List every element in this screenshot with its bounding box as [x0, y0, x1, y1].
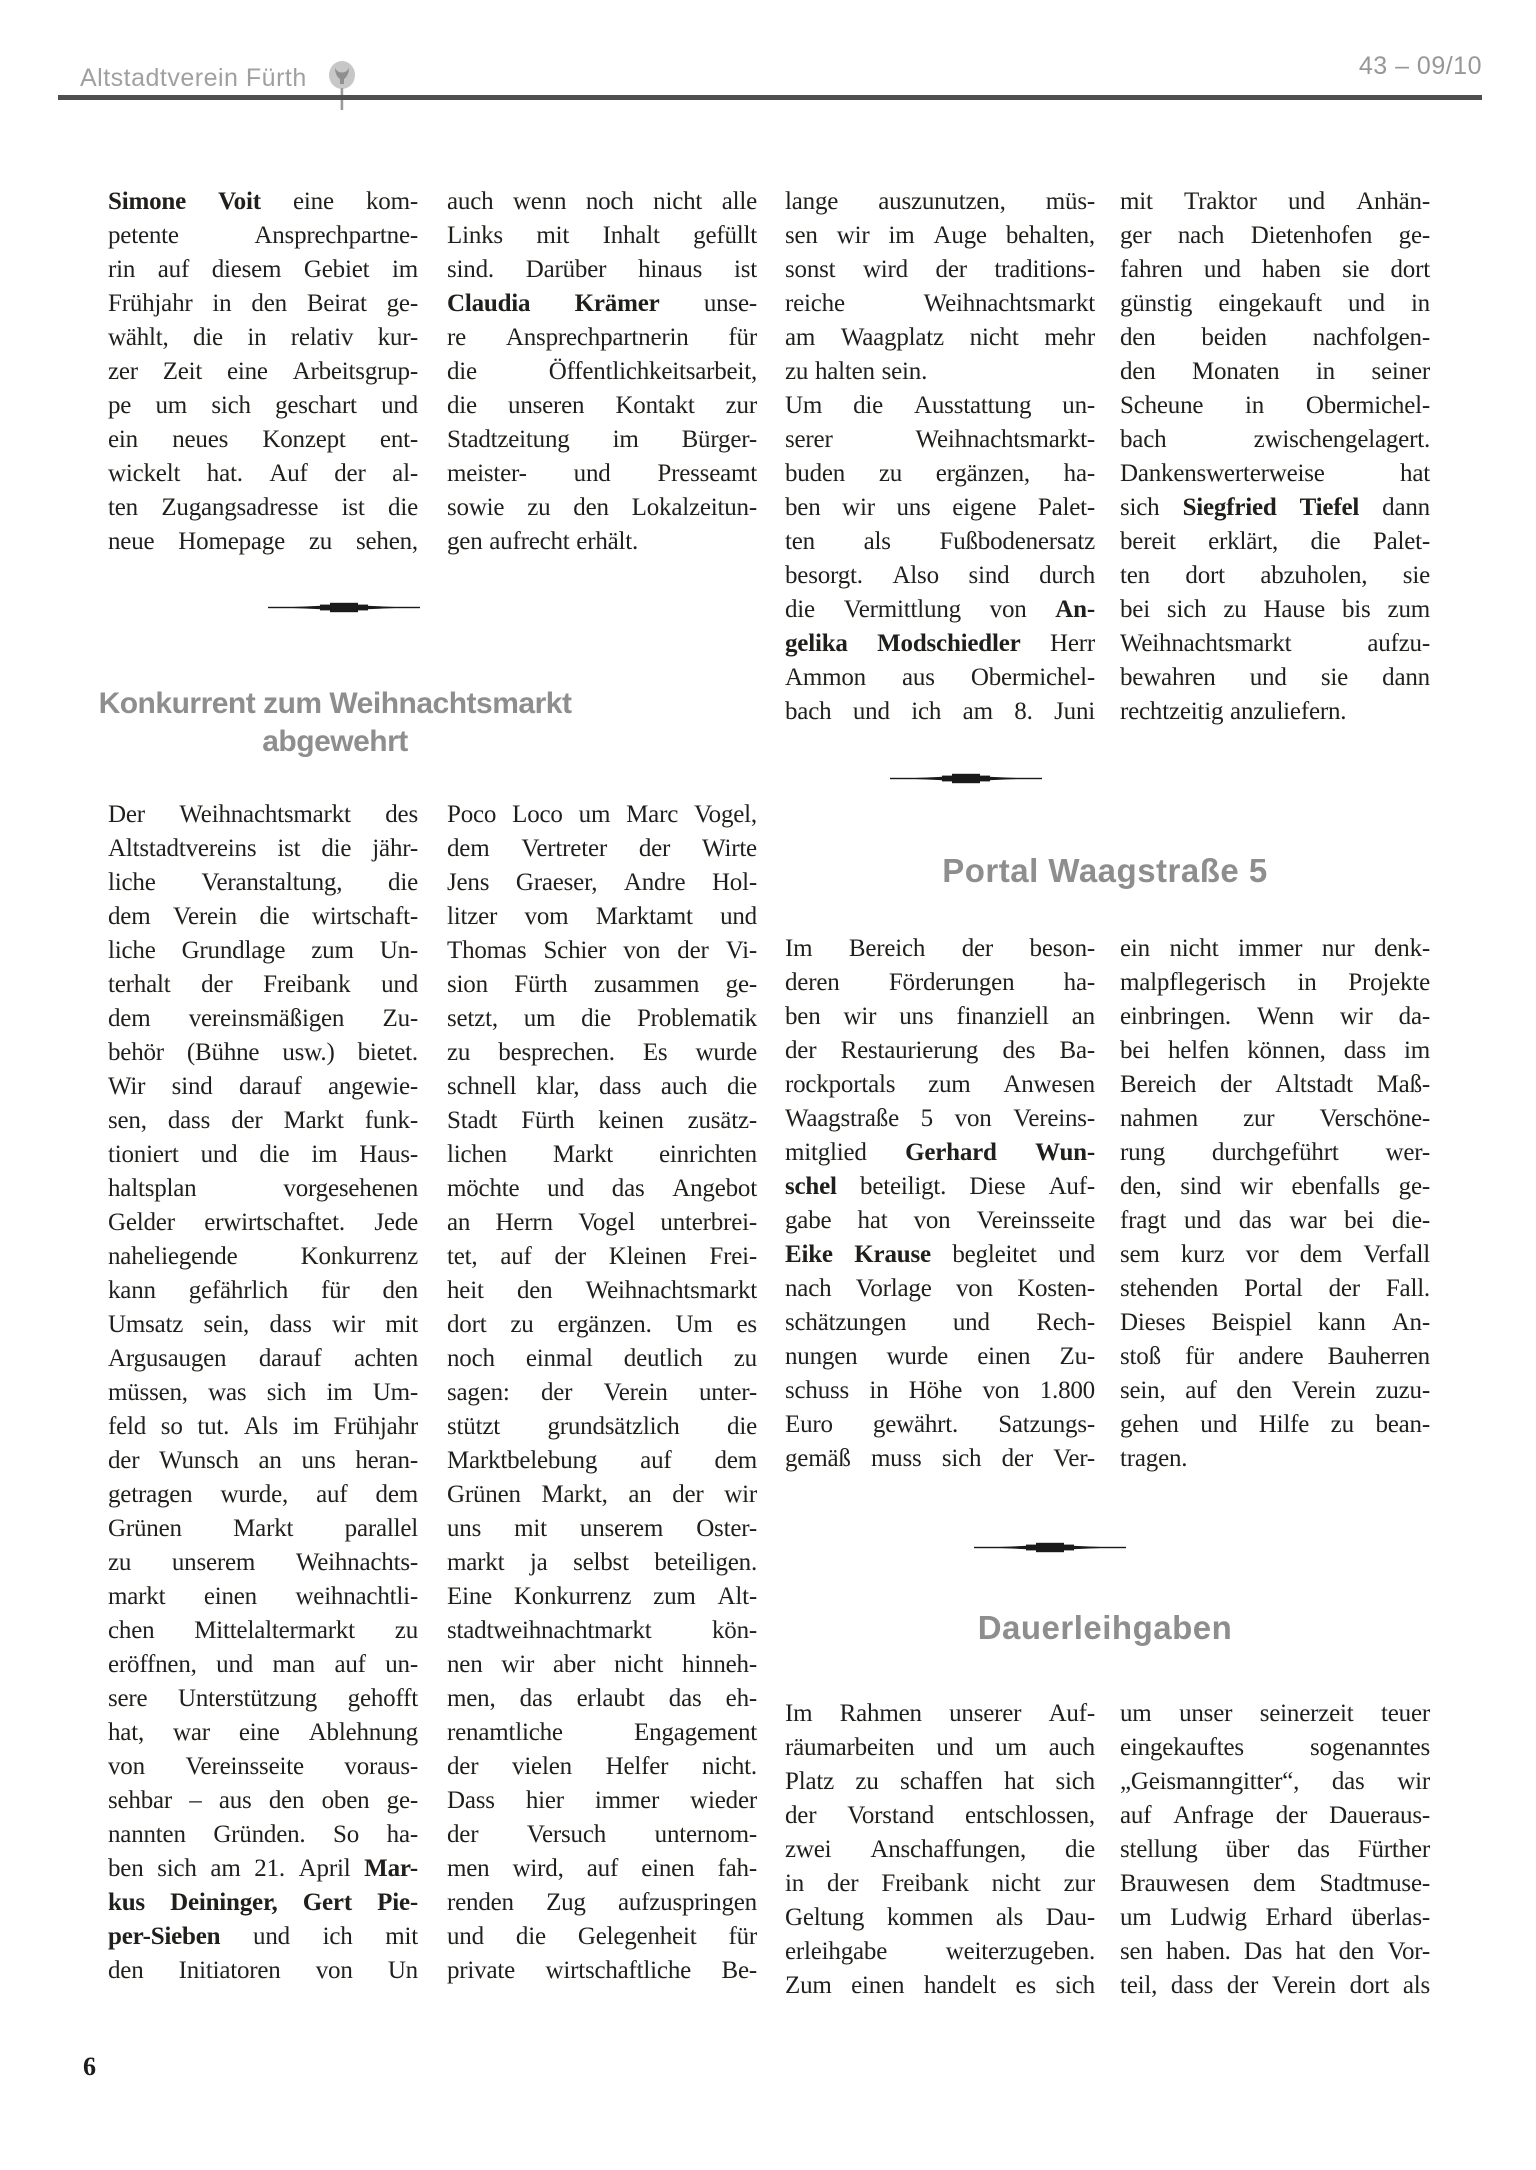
text-line: sem kurz vor dem Verfall — [1120, 1241, 1430, 1268]
text-line: stoß für andere Bauherren — [1120, 1343, 1430, 1370]
text-line: Wir sind darauf angewie- — [108, 1073, 418, 1100]
text-line: behör (Bühne usw.) bietet. — [108, 1039, 418, 1066]
text-line: Geltung kommen als Dau- — [785, 1904, 1095, 1931]
text-line: günstig eingekauft und in — [1120, 290, 1430, 317]
text-line: den Monaten in seiner — [1120, 358, 1430, 385]
text-line: kus Deininger, Gert Pie- — [108, 1889, 418, 1916]
text-line: noch einmal deutlich zu — [447, 1345, 757, 1372]
text-line: naheliegende Konkurrenz — [108, 1243, 418, 1270]
text-line: mitglied Gerhard Wun- — [785, 1139, 1095, 1166]
text-line: stehenden Portal der Fall. — [1120, 1275, 1430, 1302]
text-line: Waagstraße 5 von Vereins- — [785, 1105, 1095, 1132]
text-line: tragen. — [1120, 1445, 1188, 1472]
text-line: Gelder erwirtschaftet. Jede — [108, 1209, 418, 1236]
text-line: zu halten sein. — [785, 358, 928, 385]
text-line: zu unserem Weihnachts- — [108, 1549, 418, 1576]
text-line: der Versuch unternom- — [447, 1821, 757, 1848]
text-line: ger nach Dietenhofen ge- — [1120, 222, 1430, 249]
text-line: Im Bereich der beson- — [785, 935, 1095, 962]
section-heading-konkurrent — [85, 685, 585, 761]
text-line: Ammon aus Obermichel- — [785, 664, 1095, 691]
text-line: bei sich zu Hause bis zum — [1120, 596, 1430, 623]
header-rule — [58, 95, 1482, 100]
text-line: serer Weihnachtsmarkt- — [785, 426, 1095, 453]
text-line: chen Mittelaltermarkt zu — [108, 1617, 418, 1644]
column-text — [785, 1697, 1095, 2003]
text-line: liche Grundlage zum Un- — [108, 937, 418, 964]
text-line: ten dort abzuholen, sie — [1120, 562, 1430, 589]
text-line: renden Zug aufzuspringen — [447, 1889, 757, 1916]
column-text — [785, 932, 1095, 1476]
text-line: haltsplan vorgesehenen — [108, 1175, 418, 1202]
text-line: rin auf diesem Gebiet im — [108, 256, 418, 283]
text-line: lange auszunutzen, müs- — [785, 188, 1095, 215]
text-line: nahmen zur Verschöne- — [1120, 1105, 1430, 1132]
column-text — [108, 185, 418, 559]
text-line: auf Anfrage der Daueraus- — [1120, 1802, 1430, 1829]
text-line: tet, auf der Kleinen Frei- — [447, 1243, 757, 1270]
text-line: ben wir uns eigene Palet- — [785, 494, 1095, 521]
text-line: nannten Gründen. So ha- — [108, 1821, 418, 1848]
text-line: Stadtzeitung im Bürger- — [447, 426, 757, 453]
text-line: terhalt der Freibank und — [108, 971, 418, 998]
text-line: schel beteiligt. Diese Auf- — [785, 1173, 1095, 1200]
text-line: müssen, was sich im Um- — [108, 1379, 418, 1406]
text-line: nungen wurde einen Zu- — [785, 1343, 1095, 1370]
text-line: Platz zu schaffen hat sich — [785, 1768, 1095, 1795]
text-line: gelika Modschiedler Herr — [785, 630, 1095, 657]
text-line: sich Siegfried Tiefel dann — [1120, 494, 1430, 521]
text-line: stützt grundsätzlich die — [447, 1413, 757, 1440]
section-heading-portal — [785, 851, 1425, 891]
column-text — [1120, 932, 1430, 1476]
text-line: Thomas Schier von der Vi- — [447, 937, 757, 964]
text-line: Scheune in Obermichel- — [1120, 392, 1430, 419]
section-divider-icon — [974, 1541, 1126, 1554]
text-line: Weihnachtsmarkt aufzu- — [1120, 630, 1430, 657]
text-line: dem vereinsmäßigen Zu- — [108, 1005, 418, 1032]
text-line: auch wenn noch nicht alle — [447, 188, 757, 215]
column-text — [1120, 185, 1430, 729]
text-line: Umsatz sein, dass wir mit — [108, 1311, 418, 1338]
section-heading-dauerleihgaben — [785, 1608, 1425, 1648]
column-text — [447, 798, 757, 1988]
text-line: sowie zu den Lokalzeitun- — [447, 494, 757, 521]
text-line: schuss in Höhe von 1.800 — [785, 1377, 1095, 1404]
text-line: ben sich am 21. April Mar- — [108, 1855, 418, 1882]
text-line: ein neues Konzept ent- — [108, 426, 418, 453]
text-line: die unseren Kontakt zur — [447, 392, 757, 419]
text-line: bewahren und sie dann — [1120, 664, 1430, 691]
text-line: sere Unterstützung gehofft — [108, 1685, 418, 1712]
text-line: Marktbelebung auf dem — [447, 1447, 757, 1474]
text-line: Argusaugen darauf achten — [108, 1345, 418, 1372]
text-line: sonst wird der traditions- — [785, 256, 1095, 283]
text-line: Poco Loco um Marc Vogel, — [447, 801, 757, 828]
text-line: der vielen Helfer nicht. — [447, 1753, 757, 1780]
text-line: wählt, die in relativ kur- — [108, 324, 418, 351]
text-line: schätzungen und Rech- — [785, 1309, 1095, 1336]
text-line: den, sind wir ebenfalls ge- — [1120, 1173, 1430, 1200]
text-line: sen wir im Auge behalten, — [785, 222, 1095, 249]
text-line: am Waagplatz nicht mehr — [785, 324, 1095, 351]
text-line: nach Vorlage von Kosten- — [785, 1275, 1095, 1302]
text-line: erleihgabe weiterzugeben. — [785, 1938, 1095, 1965]
text-line: zer Zeit eine Arbeitsgrup- — [108, 358, 418, 385]
text-line: gabe hat von Vereinsseite — [785, 1207, 1095, 1234]
text-line: möchte und das Angebot — [447, 1175, 757, 1202]
text-line: Grünen Markt parallel — [108, 1515, 418, 1542]
text-line: Um die Ausstattung un- — [785, 392, 1095, 419]
column-text — [447, 185, 757, 559]
text-line: um Ludwig Erhard überlas- — [1120, 1904, 1430, 1931]
text-line: pe um sich geschart und — [108, 392, 418, 419]
text-line: „Geismanngitter“, das wir — [1120, 1768, 1430, 1795]
text-line: nen wir aber nicht hinneh- — [447, 1651, 757, 1678]
text-line: liche Veranstaltung, die — [108, 869, 418, 896]
text-line: die Öffentlichkeitsarbeit, — [447, 358, 757, 385]
text-line: Frühjahr in den Beirat ge- — [108, 290, 418, 317]
text-line: den Initiatoren von Un — [108, 1957, 418, 1984]
text-line: wickelt hat. Auf der al- — [108, 460, 418, 487]
text-line: Brauwesen dem Stadtmuse- — [1120, 1870, 1430, 1897]
text-line: schnell klar, dass auch die — [447, 1073, 757, 1100]
text-line: heit den Weihnachtsmarkt — [447, 1277, 757, 1304]
column-text — [108, 798, 418, 1988]
text-line: Simone Voit eine kom- — [108, 188, 418, 215]
text-line: dem Vertreter der Wirte — [447, 835, 757, 862]
text-line: teil, dass der Verein dort als — [1120, 1972, 1430, 1999]
text-line: re Ansprechpartnerin für — [447, 324, 757, 351]
page-header — [58, 46, 1482, 92]
text-line: bach zwischengelagert. — [1120, 426, 1430, 453]
tree-logo-icon — [325, 60, 359, 112]
text-line: eingekauftes sogenanntes — [1120, 1734, 1430, 1761]
text-line: sein, auf den Verein zuzu- — [1120, 1377, 1430, 1404]
text-line: lichen Markt einrichten — [447, 1141, 757, 1168]
text-line: reiche Weihnachtsmarkt — [785, 290, 1095, 317]
text-line: kann gefährlich für den — [108, 1277, 418, 1304]
text-line: bereit erklärt, die Palet- — [1120, 528, 1430, 555]
text-line: ben wir uns finanziell an — [785, 1003, 1095, 1030]
text-line: Der Weihnachtsmarkt des — [108, 801, 418, 828]
issue-number: 43 – 09/10 — [1358, 52, 1482, 80]
text-line: gemäß muss sich der Ver- — [785, 1445, 1095, 1472]
text-line: fragt und das war bei die- — [1120, 1207, 1430, 1234]
text-line: setzt, um die Problematik — [447, 1005, 757, 1032]
text-line: markt einen weihnachtli- — [108, 1583, 418, 1610]
brand-name: Altstadtverein Fürth — [80, 63, 307, 92]
text-line: uns mit unserem Oster- — [447, 1515, 757, 1542]
text-line: fahren und haben sie dort — [1120, 256, 1430, 283]
text-line: Zum einen handelt es sich — [785, 1972, 1095, 1999]
text-line: in der Freibank nicht zur — [785, 1870, 1095, 1897]
text-line: zu besprechen. Es wurde — [447, 1039, 757, 1066]
text-line: bei helfen können, dass im — [1120, 1037, 1430, 1064]
text-line: Im Rahmen unserer Auf- — [785, 1700, 1095, 1727]
text-line: Stadt Fürth keinen zusätz- — [447, 1107, 757, 1134]
text-line: Eine Konkurrenz zum Alt- — [447, 1583, 757, 1610]
text-line: Links mit Inhalt gefüllt — [447, 222, 757, 249]
text-line: der Vorstand entschlossen, — [785, 1802, 1095, 1829]
text-line: zwei Anschaffungen, die — [785, 1836, 1095, 1863]
text-line: sen haben. Das hat den Vor- — [1120, 1938, 1430, 1965]
text-line: getragen wurde, auf dem — [108, 1481, 418, 1508]
text-line: sion Fürth zusammen ge- — [447, 971, 757, 998]
text-line: ten Zugangsadresse ist die — [108, 494, 418, 521]
text-line: Bereich der Altstadt Maß- — [1120, 1071, 1430, 1098]
text-line: eröffnen, und man auf un- — [108, 1651, 418, 1678]
text-line: Claudia Krämer unse- — [447, 290, 757, 317]
text-line: räumarbeiten und um auch — [785, 1734, 1095, 1761]
text-line: sagen: der Verein unter- — [447, 1379, 757, 1406]
text-line: die Vermittlung von An- — [785, 596, 1095, 623]
column-text — [1120, 1697, 1430, 2003]
text-line: neue Homepage zu sehen, — [108, 528, 418, 555]
text-line: Grünen Markt, an der wir — [447, 1481, 757, 1508]
text-line: Jens Graeser, Andre Hol- — [447, 869, 757, 896]
text-line: besorgt. Also sind durch — [785, 562, 1095, 589]
text-line: men, das erlaubt das eh- — [447, 1685, 757, 1712]
text-line: private wirtschaftliche Be- — [447, 1957, 757, 1984]
text-line: Euro gewährt. Satzungs- — [785, 1411, 1095, 1438]
text-line: stadtweihnachtmarkt kön- — [447, 1617, 757, 1644]
text-line: den beiden nachfolgen- — [1120, 324, 1430, 351]
column-text — [785, 185, 1095, 729]
text-line: sind. Darüber hinaus ist — [447, 256, 757, 283]
text-line: gehen und Hilfe zu bean- — [1120, 1411, 1430, 1438]
text-line: der Wunsch an uns heran- — [108, 1447, 418, 1474]
text-line: Dankenswerterweise hat — [1120, 460, 1430, 487]
text-line: petente Ansprechpartne- — [108, 222, 418, 249]
section-divider-icon — [268, 601, 420, 614]
text-line: renamtliche Engagement — [447, 1719, 757, 1746]
text-line: hat, war eine Ablehnung — [108, 1719, 418, 1746]
text-line: buden zu ergänzen, ha- — [785, 460, 1095, 487]
heading-line: Dauerleihgaben — [977, 1609, 1233, 1646]
text-line: per-Sieben und ich mit — [108, 1923, 418, 1950]
text-line: einbringen. Wenn wir da- — [1120, 1003, 1430, 1030]
text-line: malpflegerisch in Projekte — [1120, 969, 1430, 996]
text-line: Dieses Beispiel kann An- — [1120, 1309, 1430, 1336]
heading-line: Konkurrent zum Weihnachtsmarkt — [98, 687, 572, 720]
text-line: meister- und Presseamt — [447, 460, 757, 487]
text-line: gen aufrecht erhält. — [447, 528, 639, 555]
text-line: men wird, auf einen fah- — [447, 1855, 757, 1882]
text-line: der Restaurierung des Ba- — [785, 1037, 1095, 1064]
text-line: Eike Krause begleitet und — [785, 1241, 1095, 1268]
text-line: sehbar – aus den oben ge- — [108, 1787, 418, 1814]
text-line: bach und ich am 8. Juni — [785, 698, 1095, 725]
text-line: Dass hier immer wieder — [447, 1787, 757, 1814]
text-line: und die Gelegenheit für — [447, 1923, 757, 1950]
text-line: rung durchgeführt wer- — [1120, 1139, 1430, 1166]
text-line: markt ja selbst beteiligen. — [447, 1549, 757, 1576]
text-line: von Vereinsseite voraus- — [108, 1753, 418, 1780]
text-line: deren Förderungen ha- — [785, 969, 1095, 996]
page-number: 6 — [83, 2052, 96, 2081]
text-line: dem Verein die wirtschaft- — [108, 903, 418, 930]
section-divider-icon — [890, 772, 1042, 785]
text-line: tioniert und die im Haus- — [108, 1141, 418, 1168]
heading-line: Portal Waagstraße 5 — [942, 852, 1268, 889]
text-line: stellung über das Fürther — [1120, 1836, 1430, 1863]
text-line: ein nicht immer nur denk- — [1120, 935, 1430, 962]
text-line: mit Traktor und Anhän- — [1120, 188, 1430, 215]
text-line: rockportals zum Anwesen — [785, 1071, 1095, 1098]
text-line: sen, dass der Markt funk- — [108, 1107, 418, 1134]
text-line: um unser seinerzeit teuer — [1120, 1700, 1430, 1727]
text-line: Altstadtvereins ist die jähr- — [108, 835, 418, 862]
text-line: rechtzeitig anzuliefern. — [1120, 698, 1347, 725]
heading-line: abgewehrt — [262, 725, 408, 758]
text-line: dort zu ergänzen. Um es — [447, 1311, 757, 1338]
text-line: ten als Fußbodenersatz — [785, 528, 1095, 555]
text-line: feld so tut. Als im Frühjahr — [108, 1413, 418, 1440]
text-line: an Herrn Vogel unterbrei- — [447, 1209, 757, 1236]
text-line: litzer vom Marktamt und — [447, 903, 757, 930]
